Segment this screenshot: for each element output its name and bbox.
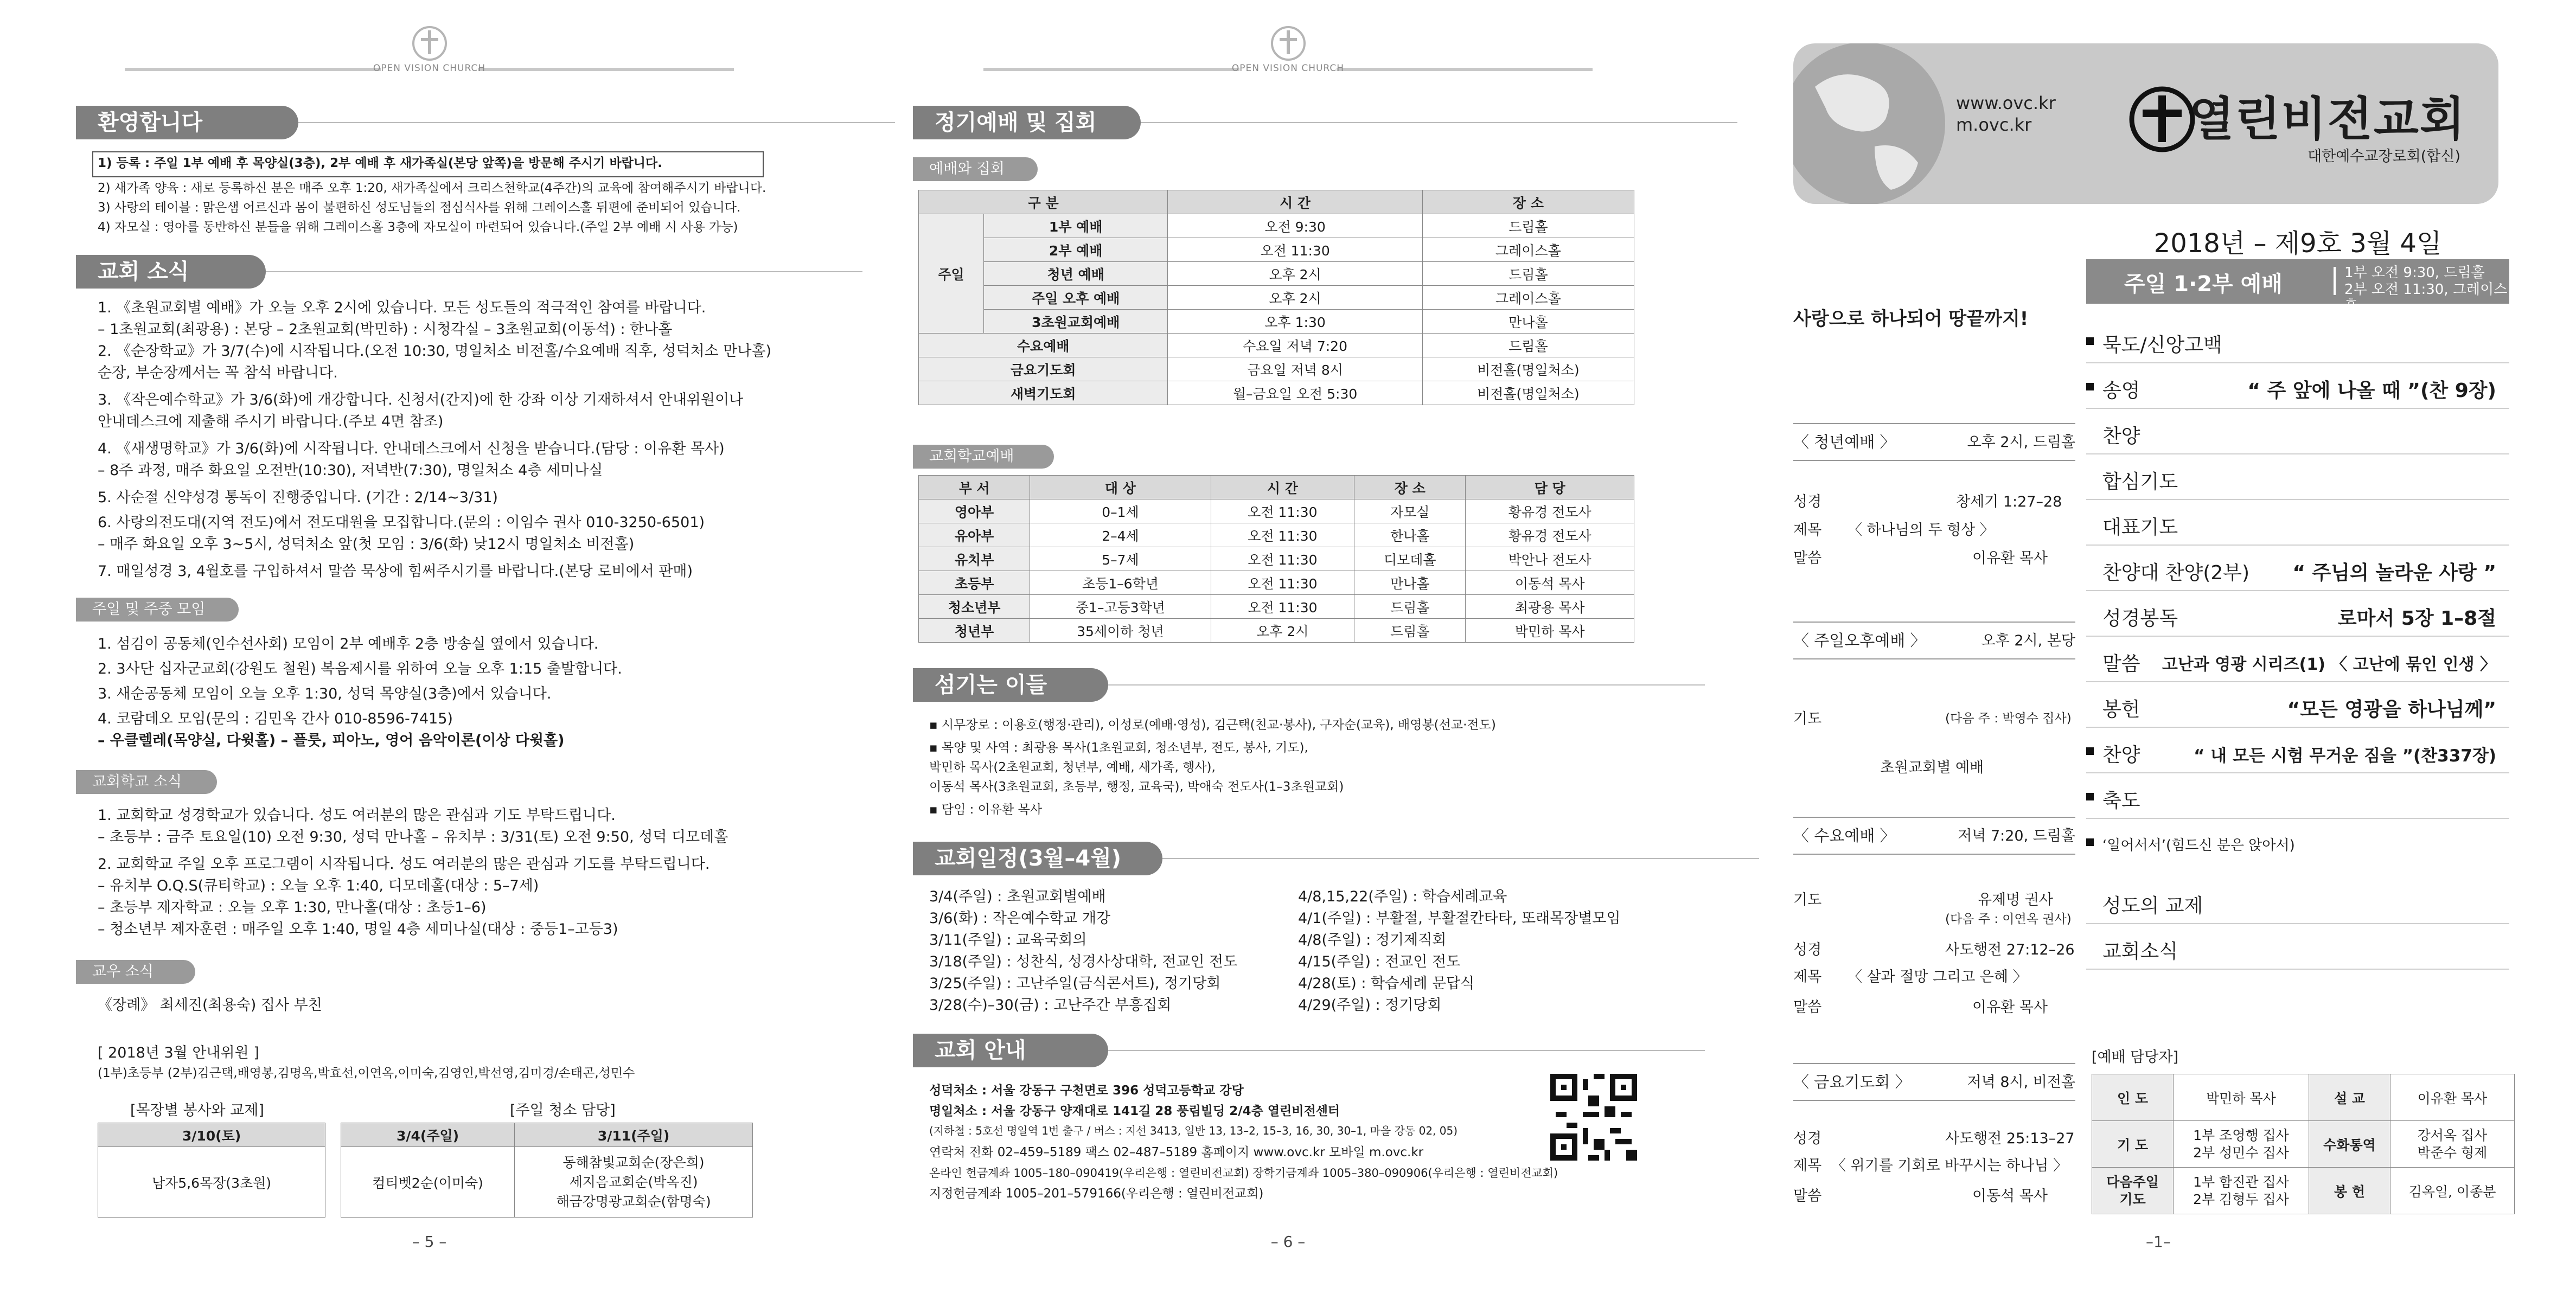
services-header: 시 간	[1168, 190, 1422, 214]
school-news-title: 교회학교 소식	[76, 770, 217, 794]
school-cell: 디모데홀	[1354, 547, 1466, 571]
order-value: “ 주 앞에 나올 때 ”(찬 9장)	[2247, 380, 2496, 402]
school-cell: 오전 11:30	[1211, 595, 1354, 619]
service-time: 오전 11:30	[1168, 238, 1422, 262]
info-line: 연락처 전화 02–459–5189 팩스 02–487–5189 홈페이지 www.ovc.kr 모바일 m.ovc.kr	[929, 1145, 1424, 1160]
motto: 사랑으로 하나되어 땅끝까지!	[1793, 308, 2029, 330]
news-line: – 매주 화요일 오후 3~5시, 성덕처소 앞(첫 모임 : 3/6(화) 낮12시 명일처소 비전홀)	[98, 536, 635, 553]
welcome-line-3: 3) 사랑의 테이블 : 맑은샘 어르신과 몸이 불편하신 성도님들의 점심식사를 위해 그레이스홀 뒤편에 준비되어 있습니다.	[98, 201, 741, 215]
schedule-item: 3/25(주일) : 고난주일(금식콘서트), 정기당회	[929, 975, 1221, 992]
school-cell: 중1–고등3학년	[1030, 595, 1211, 619]
schedule-item: 3/11(주일) : 교육국회의	[929, 932, 1087, 949]
welcome-line-4: 4) 자모실 : 영아를 동반하신 분들을 위해 그레이스홀 3층에 자모실이 마련되어 있습니다.(주일 2부 예배 시 사용 가능)	[98, 220, 738, 234]
church-logo-icon	[408, 22, 451, 65]
order-key: 말씀	[2102, 653, 2140, 675]
info-line: 지정헌금계좌 1005–201–579166(우리은행 : 열린비전교회)	[929, 1187, 1264, 1201]
service-place: 비전홀(명일처소)	[1422, 357, 1634, 381]
school-cell: 오전 11:30	[1211, 547, 1354, 571]
friday-passage: 사도행전 25:13–27	[1945, 1130, 2075, 1147]
order-value: 로마서 5장 1–8절	[2337, 607, 2496, 630]
school-line: – 유치부 O.Q.S(큐티학교) : 오늘 오후 1:40, 디모데홀(대상 : 5–7세)	[98, 877, 539, 894]
order-row	[2086, 546, 2509, 591]
news-line: – 1초원교회(최광용) : 본당 – 2초원교회(박민하) : 시청각실 – 3초원교회(이동석) : 한나홀	[98, 321, 673, 338]
brand-label: OPEN VISION CHURCH	[1231, 63, 1345, 74]
qr-code-icon	[1550, 1074, 1637, 1161]
weekly-line: – 우클렐레(목양실, 다윗홀) – 플룻, 피아노, 영어 음악이론(이상 다윗홀)	[98, 732, 565, 749]
schedule-item: 4/15(주일) : 전교인 전도	[1298, 953, 1461, 970]
bullet-icon	[2086, 337, 2094, 345]
page-6	[859, 0, 1717, 1294]
schedule-item: 3/4(주일) : 초원교회별예배	[929, 888, 1106, 905]
church-name: 열린비전교회	[2189, 92, 2466, 146]
school-header: 담 당	[1466, 476, 1634, 499]
schedule-item: 4/28(토) : 학습세례 문답식	[1298, 975, 1475, 992]
service-place: 드림홀	[1422, 262, 1634, 286]
denomination: 대한예수교장로회(합신)	[2307, 148, 2460, 165]
bullet-icon	[2086, 383, 2094, 390]
info-line: 온라인 헌금계좌 1005–180–090419(우리은행 : 열린비전교회) 장학기금계좌 1005–380–090906(우리은행 : 열린비전교회)	[929, 1167, 1558, 1180]
service-place: 그레이스홀	[1422, 286, 1634, 310]
school-cell: 황유경 전도사	[1466, 523, 1634, 547]
service-name: 청년 예배	[984, 262, 1168, 286]
order-key: 축도	[2102, 790, 2140, 812]
welcome-title: 환영합니다	[76, 106, 298, 139]
servers-line: 박민하 목사(2초원교회, 청년부, 예배, 새가족, 행사),	[929, 760, 1216, 774]
school-cell: 박안나 전도사	[1466, 547, 1634, 571]
youth-title: 〈 청년예배 〉	[1793, 433, 1896, 451]
friday-word-label: 말씀	[1793, 1188, 1822, 1205]
order-value: 고난과 영광 시리즈(1) 〈 고난에 묶인 인생 〉	[2162, 655, 2496, 674]
school-cell: 35세이하 청년	[1030, 619, 1211, 643]
wednesday-preacher: 이유환 목사	[1972, 999, 2048, 1016]
friday-preacher: 이동석 목사	[1972, 1188, 2048, 1205]
service-time: 월–금요일 오전 5:30	[1168, 381, 1422, 405]
wednesday-time: 저녁 7:20, 드림홀	[1958, 828, 2075, 844]
globe-icon	[1793, 43, 1956, 204]
school-worship-table	[918, 475, 1634, 643]
welcome-line-2: 2) 새가족 양육 : 새로 등록하신 분은 매주 오후 1:20, 새가족실에서 크리스천학교(4주간)의 교육에 참여해주시기 바랍니다.	[98, 181, 766, 195]
brand-label: OPEN VISION CHURCH	[373, 63, 486, 74]
duty-person: 1부 조영행 집사 2부 성민수 집사	[2174, 1121, 2309, 1168]
bullet-icon	[2086, 747, 2094, 755]
order-key: 찬양	[2102, 744, 2140, 766]
service-time: 오후 2시	[1168, 262, 1422, 286]
schedule-item: 4/1(주일) : 부활절, 부활절칸타타, 또래목장별모임	[1298, 910, 1621, 927]
wednesday-prayer-label: 기도	[1793, 892, 1822, 908]
friday-sermon: 〈 위기를 기회로 바꾸시는 하나님 〉	[1831, 1157, 2068, 1174]
youth-sermon: 〈 하나님의 두 형상 〉	[1848, 522, 1995, 539]
school-cell: 유치부	[919, 547, 1030, 571]
page-number: – 6 –	[1270, 1233, 1306, 1251]
news-line: 3. 《작은예수학교》가 3/6(화)에 개강합니다. 신청서(간지)에 한 강좌 이상 기재하셔서 안내위원이나	[98, 392, 744, 408]
schedule-item: 3/18(주일) : 성찬식, 성경사상대학, 전교인 전도	[929, 953, 1238, 970]
youth-passage: 창세기 1:27–28	[1956, 494, 2062, 510]
schedule-item: 4/8,15,22(주일) : 학습세례교육	[1298, 888, 1507, 905]
order-key: 묵도/신앙고백	[2102, 334, 2222, 356]
school-cell: 오전 11:30	[1211, 523, 1354, 547]
school-cell: 청년부	[919, 619, 1030, 643]
school-cell: 박민하 목사	[1466, 619, 1634, 643]
afternoon-note: 초원교회별 예배	[1880, 759, 1984, 776]
cleaning-date-2: 3/11(주일)	[515, 1123, 753, 1147]
news-line: 2. 《순장학교》가 3/7(수)에 시작됩니다.(오전 10:30, 명일처소 비전홀/수요예배 직후, 성덕처소 만나홀)	[98, 343, 772, 360]
service-name: 수요예배	[919, 334, 1168, 357]
duty-table	[2092, 1074, 2515, 1214]
duty-role: 봉 헌	[2309, 1168, 2390, 1214]
youth-preacher: 이유환 목사	[1972, 550, 2048, 567]
school-cell: 황유경 전도사	[1466, 499, 1634, 523]
page-number: – 5 –	[412, 1233, 447, 1251]
servers-title: 섬기는 이들	[913, 668, 1108, 702]
service-time: 수요일 저녁 7:20	[1168, 334, 1422, 357]
school-cell: 오전 11:30	[1211, 499, 1354, 523]
school-cell: 드림홀	[1354, 595, 1466, 619]
mobile-url: m.ovc.kr	[1956, 114, 2032, 135]
afternoon-title: 〈 주일오후예배 〉	[1793, 631, 1926, 650]
church-logo-icon	[1267, 22, 1310, 65]
duty-role: 기 도	[2092, 1121, 2174, 1168]
order-row	[2086, 879, 2509, 924]
afternoon-prayer: (다음 주 : 박영수 집사)	[1945, 712, 2072, 726]
service-time: 금요일 저녁 8시	[1168, 357, 1422, 381]
service-time: 오전 9:30	[1168, 214, 1422, 238]
school-header: 장 소	[1354, 476, 1466, 499]
duty-person: 강서옥 집사 박준수 형제	[2390, 1121, 2514, 1168]
wednesday-prayer-next: (다음 주 : 이연옥 권사)	[1945, 912, 2072, 926]
duty-role: 설 교	[2309, 1074, 2390, 1121]
friday-title: 〈 금요기도회 〉	[1793, 1073, 1911, 1091]
wednesday-header	[1793, 817, 2075, 855]
guides-line: (1부)초등부 (2부)김근택,배영봉,김명옥,박효선,이연옥,이미숙,김영인,박선영,김미경/손태곤,성민수	[98, 1066, 635, 1080]
school-cell: 초등부	[919, 571, 1030, 595]
meals-date: 3/10(토)	[98, 1123, 325, 1147]
servers-line: ▪ 시무장로 : 이용호(행정·관리), 이성로(예배·영성), 김근택(친교·봉사), 구자순(교육), 배영봉(선교·전도)	[929, 718, 1496, 732]
news-line: 안내데스크에 제출해 주시기 바랍니다.(주보 4면 참조)	[98, 413, 444, 430]
wednesday-prayer: 유제명 권사	[1978, 892, 2053, 908]
worship-time-1: 1부 오전 9:30, 드림홀	[2344, 265, 2485, 281]
news-line: 5. 사순절 신약성경 통독이 진행중입니다. (기간 : 2/14~3/31)	[98, 489, 498, 506]
duty-title: [예배 담당자]	[2092, 1049, 2179, 1066]
school-cell: 한나홀	[1354, 523, 1466, 547]
order-key: 합심기도	[2102, 471, 2178, 493]
header-bar	[125, 63, 734, 75]
worship-time-2: 2부 오전 11:30, 그레이스홀	[2344, 281, 2508, 315]
page-5	[0, 0, 859, 1294]
duty-person: 이유환 목사	[2390, 1074, 2514, 1121]
service-place: 드림홀	[1422, 334, 1634, 357]
wednesday-sermon-label: 제목	[1793, 969, 1822, 985]
services-table	[918, 190, 1634, 405]
school-cell: 오전 11:30	[1211, 571, 1354, 595]
youth-passage-label: 성경	[1793, 494, 1822, 510]
wednesday-title: 〈 수요예배 〉	[1793, 827, 1896, 845]
order-row	[2086, 591, 2509, 637]
school-line: – 청소년부 제자훈련 : 매주일 오후 1:40, 명일 4층 세미나실(대상 : 중등1–고등3)	[98, 921, 618, 938]
afternoon-time: 오후 2시, 본당	[1981, 632, 2075, 649]
info-line: (지하철 : 5호선 명일역 1번 출구 / 버스 : 지선 3413, 일반 13, 13–2, 15–3, 16, 30, 30–1, 마을 강동 02, 05)	[929, 1124, 1458, 1137]
weekly-title: 주일 및 주중 모임	[76, 598, 239, 622]
cover-banner	[1793, 43, 2498, 204]
news-line: 1. 《초원교회별 예배》가 오늘 오후 2시에 있습니다. 모든 성도들의 적극적인 참여를 바랍니다.	[98, 299, 706, 316]
order-row	[2086, 924, 2509, 970]
member-news-line: 《장례》 최세진(최용숙) 집사 부친	[98, 997, 322, 1014]
guides-title: [ 2018년 3월 안내위원 ]	[98, 1045, 259, 1061]
school-cell: 초등1–6학년	[1030, 571, 1211, 595]
welcome-line-1: 1) 등록 : 주일 1부 예배 후 목양실(3층), 2부 예배 후 새가족실(본당 앞쪽)을 방문해 주시기 바랍니다.	[98, 156, 662, 170]
wednesday-passage-label: 성경	[1793, 941, 1822, 958]
order-key: 대표기도	[2102, 516, 2178, 539]
service-name: 3초원교회예배	[984, 310, 1168, 334]
order-value: “모든 영광을 하나님께”	[2287, 699, 2496, 721]
school-cell: 5–7세	[1030, 547, 1211, 571]
service-place: 그레이스홀	[1422, 238, 1634, 262]
info-line: 명일처소 : 서울 강동구 양재대로 141길 28 풍림빌딩 2/4층 열린비전센터	[929, 1104, 1340, 1118]
school-cell: 드림홀	[1354, 619, 1466, 643]
youth-sermon-label: 제목	[1793, 522, 1822, 539]
cover-urls	[1956, 92, 2056, 136]
news-line: – 8주 과정, 매주 화요일 오전반(10:30), 저녁반(7:30), 명일처소 4층 세미나실	[98, 462, 603, 479]
wednesday-passage: 사도행전 27:12–26	[1945, 941, 2075, 958]
youth-header	[1793, 423, 2075, 461]
school-cell: 0–1세	[1030, 499, 1211, 523]
order-key: 송영	[2102, 380, 2140, 402]
cleaning-item: 세지음교회순(박옥진)	[569, 1174, 698, 1190]
services-header: 구 분	[919, 190, 1168, 214]
news-line: 4. 《새생명학교》가 3/6(화)에 시작됩니다. 안내데스크에서 신청을 받습니다.(담당 : 이유환 목사)	[98, 440, 725, 457]
servers-line: 이동석 목사(3초원교회, 초등부, 행정, 교육국), 박애숙 전도사(1–3초원교회)	[929, 780, 1344, 794]
weekly-line: 3. 새순공동체 모임이 오늘 오후 1:30, 성덕 목양실(3층)에서 있습니다.	[98, 686, 552, 702]
news-line: 6. 사랑의전도대(지역 전도)에서 전도대원을 모집합니다.(문의 : 이임수 권사 010-3250-6501)	[98, 514, 705, 531]
service-place: 비전홀(명일처소)	[1422, 381, 1634, 405]
schedule-item: 3/6(화) : 작은예수학교 개강	[929, 910, 1111, 927]
duty-person: 박민하 목사	[2174, 1074, 2309, 1121]
afternoon-header	[1793, 622, 2075, 659]
order-key: 교회소식	[2102, 940, 2178, 963]
news-line: 순장, 부순장께서는 꼭 참석 바랍니다.	[98, 364, 338, 381]
meals-header: [목장별 봉사와 교제]	[130, 1102, 264, 1119]
school-cell: 이동석 목사	[1466, 571, 1634, 595]
cleaning-col1: 컴티벳2순(이미숙)	[341, 1147, 515, 1218]
duty-role: 인 도	[2092, 1074, 2174, 1121]
duty-person: 김옥일, 이종분	[2390, 1168, 2514, 1214]
sunday-label: 주일	[919, 214, 984, 334]
order-key: 성경봉독	[2102, 607, 2178, 630]
services-title: 정기예배 및 집회	[913, 106, 1141, 139]
order-value: “ 내 모든 시험 무거운 짐을 ”(찬337장)	[2194, 746, 2496, 766]
service-name: 금요기도회	[919, 357, 1168, 381]
order-row	[2086, 773, 2509, 819]
order-row	[2086, 363, 2509, 409]
member-news-title: 교우 소식	[76, 960, 195, 984]
school-line: 1. 교회학교 성경학교가 있습니다. 성도 여러분의 많은 관심과 기도 부탁드립니다.	[98, 807, 616, 824]
cleaning-table	[341, 1123, 753, 1218]
school-header: 시 간	[1211, 476, 1354, 499]
page-1-cover	[1717, 0, 2576, 1294]
duty-person: 1부 함진관 집사 2부 김형두 집사	[2174, 1168, 2309, 1214]
order-key: ‘일어서서’(힘드신 분은 앉아서)	[2102, 837, 2295, 854]
school-cell: 영아부	[919, 499, 1030, 523]
youth-word-label: 말씀	[1793, 550, 1822, 567]
service-name: 1부 예배	[984, 214, 1168, 238]
order-row	[2086, 637, 2509, 682]
worship-times	[2344, 265, 2509, 315]
youth-time: 오후 2시, 드림홀	[1967, 434, 2075, 451]
school-cell: 자모실	[1354, 499, 1466, 523]
worship-title: 주일 1·2부 예배	[2124, 272, 2283, 297]
school-cell: 청소년부	[919, 595, 1030, 619]
order-row	[2086, 318, 2509, 363]
website-url: www.ovc.kr	[1956, 93, 2056, 113]
cleaning-date-1: 3/4(주일)	[341, 1123, 515, 1147]
school-line: – 초등부 제자학교 : 오늘 오후 1:30, 만나홀(대상 : 초등1–6)	[98, 899, 487, 916]
service-place: 만나홀	[1422, 310, 1634, 334]
weekly-line: 4. 코람데오 모임(문의 : 김민옥 간사 010-8596-7415)	[98, 710, 453, 727]
info-line: 성덕처소 : 서울 강동구 구천면로 396 성덕고등학교 강당	[929, 1084, 1244, 1098]
issue-line: 2018년 – 제9호 3월 4일	[2153, 228, 2442, 259]
servers-line: ▪ 목양 및 사역 : 최광용 목사(1초원교회, 청소년부, 전도, 봉사, 기도),	[929, 741, 1308, 755]
order-row	[2086, 682, 2509, 728]
school-cell: 만나홀	[1354, 571, 1466, 595]
school-cell: 최광용 목사	[1466, 595, 1634, 619]
service-time: 오후 2시	[1168, 286, 1422, 310]
school-header: 부 서	[919, 476, 1030, 499]
schedule-item: 4/8(주일) : 정기제직회	[1298, 932, 1447, 949]
order-row	[2086, 409, 2509, 454]
school-cell: 오후 2시	[1211, 619, 1354, 643]
order-row	[2086, 728, 2509, 773]
meals-value: 남자5,6목장(3초원)	[98, 1147, 325, 1218]
wednesday-word-label: 말씀	[1793, 999, 1822, 1016]
cleaning-header: [주일 청소 담당]	[510, 1102, 616, 1119]
order-row	[2086, 500, 2509, 546]
cleaning-col2	[515, 1147, 753, 1218]
service-name: 주일 오후 예배	[984, 286, 1168, 310]
school-cell: 2–4세	[1030, 523, 1211, 547]
friday-passage-label: 성경	[1793, 1130, 1822, 1147]
service-name: 새벽기도회	[919, 381, 1168, 405]
page-number: –1–	[2146, 1233, 2171, 1251]
schedule-item: 4/29(주일) : 정기당회	[1298, 997, 1442, 1014]
service-name: 2부 예배	[984, 238, 1168, 262]
friday-header	[1793, 1063, 2075, 1101]
order-row	[2086, 454, 2509, 500]
cleaning-item: 동해참빛교회순(장은희)	[562, 1154, 705, 1170]
service-place: 드림홀	[1422, 214, 1634, 238]
duty-role: 수화통역	[2309, 1121, 2390, 1168]
weekly-line: 2. 3사단 십자군교회(강원도 철원) 복음제시를 위하여 오늘 오후 1:15 출발합니다.	[98, 661, 622, 677]
friday-sermon-label: 제목	[1793, 1157, 1822, 1174]
order-key: 봉헌	[2102, 699, 2140, 721]
duty-role: 다음주일 기도	[2092, 1168, 2174, 1214]
school-header: 대 상	[1030, 476, 1211, 499]
worship-bar	[2086, 259, 2509, 315]
order-key: 찬양대 찬양(2부)	[2102, 562, 2250, 584]
weekly-line: 1. 섬김이 공동체(인수선사회) 모임이 2부 예배후 2층 방송실 옆에서 있습니다.	[98, 636, 599, 652]
bullet-icon	[2086, 793, 2094, 800]
news-title: 교회 소식	[76, 255, 266, 289]
wednesday-sermon: 〈 살과 절망 그리고 은혜 〉	[1848, 969, 2028, 985]
bullet-icon	[2086, 838, 2094, 846]
school-line: – 초등부 : 금주 토요일(10) 오전 9:30, 성덕 만나홀 – 유치부 : 3/31(토) 오전 9:50, 성덕 디모데홀	[98, 829, 728, 845]
order-key: 성도의 교제	[2102, 895, 2203, 917]
cleaning-item: 해금강명광교회순(함명숙)	[556, 1193, 711, 1209]
worship-divider	[2334, 267, 2336, 295]
info-title: 교회 안내	[913, 1034, 1108, 1067]
friday-time: 저녁 8시, 비전홀	[1967, 1074, 2075, 1091]
order-value: “ 주님의 놀라운 사랑 ”	[2292, 562, 2496, 584]
order-key: 찬양	[2102, 425, 2140, 447]
service-time: 오후 1:30	[1168, 310, 1422, 334]
meals-table	[98, 1123, 325, 1218]
schedule-item: 3/28(수)–30(금) : 고난주간 부흥집회	[929, 997, 1172, 1014]
servers-line: ▪ 담임 : 이유환 목사	[929, 803, 1043, 817]
services-subtitle: 예배와 집회	[913, 157, 1038, 181]
order-row	[2086, 819, 2509, 864]
schedule-title: 교회일정(3월–4월)	[913, 842, 1162, 875]
afternoon-prayer-label: 기도	[1793, 710, 1822, 727]
school-worship-subtitle: 교회학교예배	[913, 445, 1054, 469]
news-line: 7. 매일성경 3, 4월호를 구입하셔서 말씀 묵상에 힘써주시기를 바랍니다.(본당 로비에서 판매)	[98, 563, 693, 580]
school-cell: 유아부	[919, 523, 1030, 547]
school-line: 2. 교회학교 주일 오후 프로그램이 시작됩니다. 성도 여러분의 많은 관심과 기도를 부탁드립니다.	[98, 856, 710, 873]
header-bar	[983, 63, 1593, 75]
services-header: 장 소	[1422, 190, 1634, 214]
